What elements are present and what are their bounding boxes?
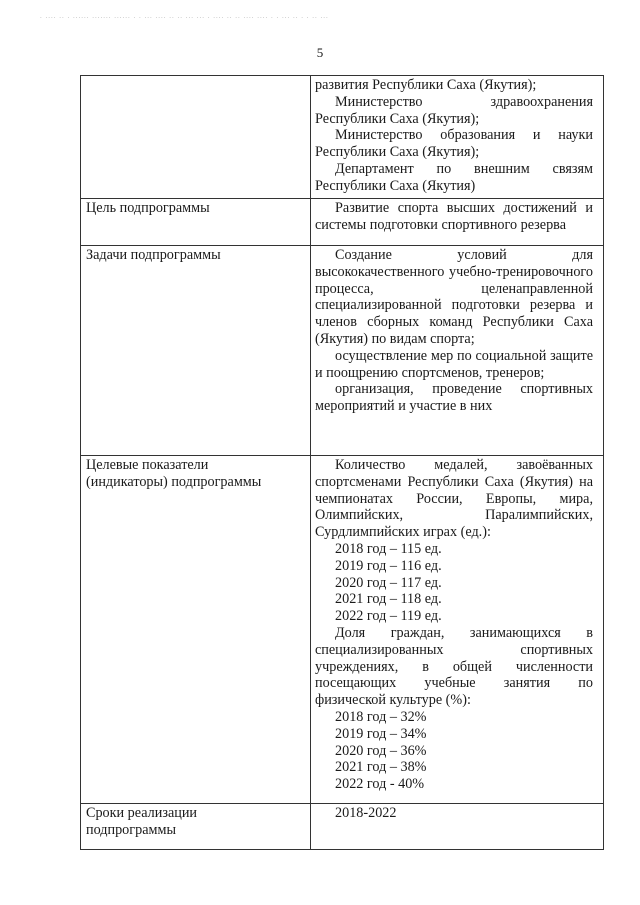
indicator-year-value: 2022 год - 40% bbox=[335, 776, 425, 793]
row-value bbox=[311, 246, 604, 456]
table-row bbox=[81, 246, 604, 456]
paragraph: Министерство здравоохранения Республики Саха (Якутия); bbox=[315, 93, 593, 127]
table-row bbox=[81, 456, 604, 804]
row-label bbox=[81, 456, 311, 804]
table-row bbox=[81, 199, 604, 246]
paragraph: Развитие спорта высших достижений и системы подготовки спортивного резерва bbox=[315, 200, 593, 233]
indicator-text: Количество медалей, завоёванных спортсменами Республики Саха (Якутия) на чемпионатах России, Европы, мира, Олимпийских, Паралимпийских, Сурдлимпийских играх (ед.): bbox=[315, 457, 593, 541]
table-row bbox=[81, 76, 604, 199]
paragraph: 2018-2022 bbox=[335, 805, 397, 821]
subprogram-passport-table bbox=[80, 75, 604, 850]
row-label: Задачи подпрограммы bbox=[81, 246, 311, 456]
indicator-year-value: 2018 год – 32% bbox=[335, 708, 427, 725]
indicator-year-value: 2019 год – 116 ед. bbox=[335, 557, 442, 574]
row-value bbox=[311, 456, 604, 804]
label-line: подпрограммы bbox=[86, 821, 176, 838]
indicator-year-value: 2020 год – 36% bbox=[335, 742, 427, 759]
row-label: Цель подпрограммы bbox=[81, 199, 311, 246]
paragraph: Министерство образования и науки Республики Саха (Якутия); bbox=[315, 127, 593, 161]
paragraph: организация, проведение спортивных мероприятий и участие в них bbox=[315, 381, 593, 415]
row-value bbox=[311, 804, 604, 850]
paragraph: Департамент по внешним связям Республики Саха (Якутия) bbox=[315, 160, 593, 194]
table-row bbox=[81, 804, 604, 850]
page-number: 5 bbox=[316, 45, 324, 60]
indicator-year-value: 2021 год – 118 ед. bbox=[335, 591, 442, 608]
indicator-year-value: 2018 год – 115 ед. bbox=[335, 540, 442, 557]
paragraph: осуществление мер по социальной защите и поощрению спортсменов, тренеров; bbox=[315, 347, 593, 381]
indicator-year-value: 2020 год – 117 ед. bbox=[335, 574, 442, 591]
label-line: (индикаторы) подпрограммы bbox=[86, 473, 262, 490]
row-label bbox=[81, 804, 311, 850]
indicator-year-value: 2019 год – 34% bbox=[335, 725, 427, 742]
row-value bbox=[311, 76, 604, 199]
paragraph: развития Республики Саха (Якутия); bbox=[315, 77, 537, 93]
label-line: Сроки реализации bbox=[86, 805, 198, 821]
label-line: Целевые показатели bbox=[86, 457, 209, 473]
row-label bbox=[81, 76, 311, 199]
row-value bbox=[311, 199, 604, 246]
indicator-text: Доля граждан, занимающихся в специализированных спортивных учреждениях, в общей численности посещающих учебные занятия по физической культуре (%): bbox=[315, 624, 593, 709]
paragraph: Создание условий для высококачественного учебно-тренировочного процесса, целенаправленной специализированной подготовки резерва и членов сборных команд Республики Саха (Якутия) по видам спорта; bbox=[315, 247, 593, 347]
indicator-year-value: 2022 год – 119 ед. bbox=[335, 608, 442, 625]
indicator-year-value: 2021 год – 38% bbox=[335, 759, 427, 776]
scan-artifact-marks: . .... .. . ...... ....... ...... . . ... .... .. .. ... ... . .... .. .. .... .... . . ... .. . . .. ... bbox=[40, 12, 329, 20]
